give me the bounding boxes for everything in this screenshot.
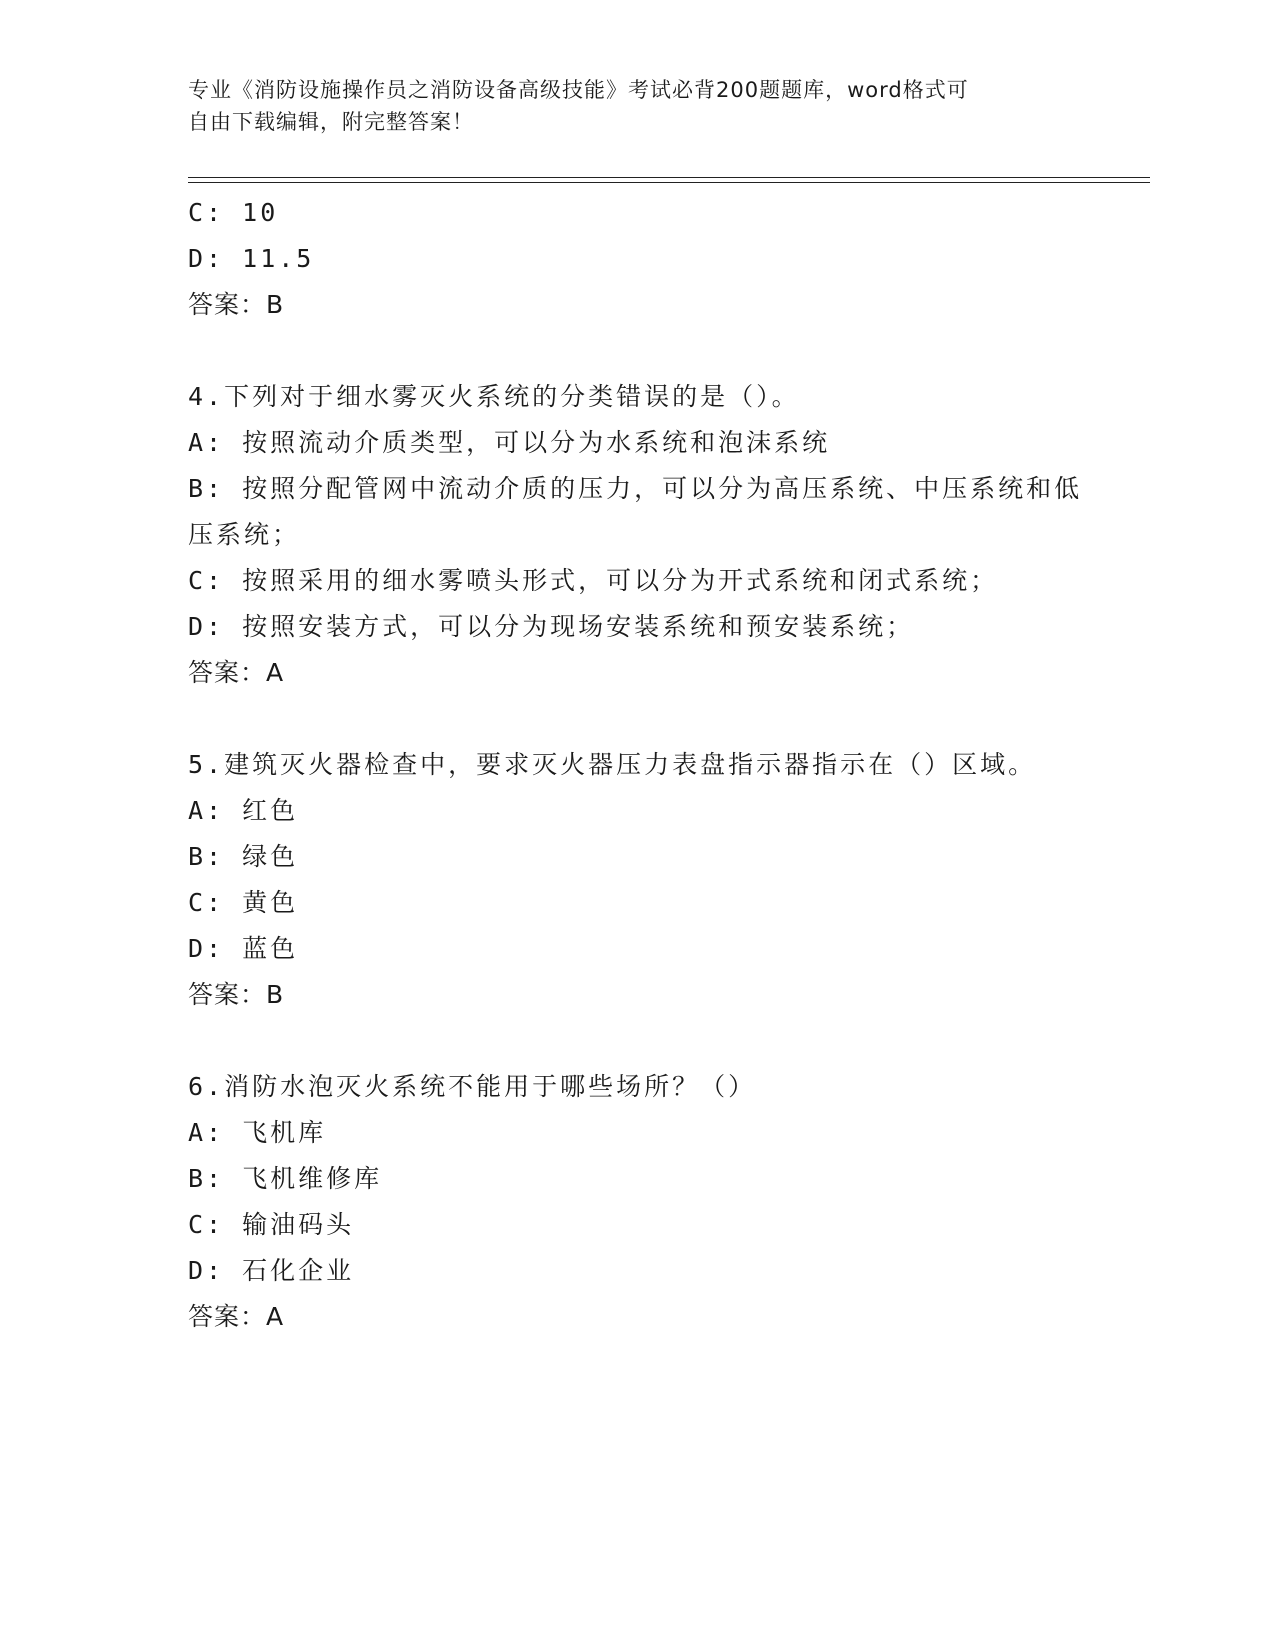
question-text: 6.消防水泡灭火系统不能用于哪些场所？（） [188, 1072, 757, 1101]
question-5 [188, 742, 1148, 1018]
spacer [188, 328, 1148, 374]
header-line-2: 自由下载编辑，附完整答案！ [188, 110, 474, 134]
answer: 答案：A [188, 1302, 285, 1331]
spacer [188, 1018, 1148, 1064]
option-b: B: 飞机维修库 [188, 1164, 383, 1193]
header-divider-top [188, 177, 1150, 178]
option-a: A: 飞机库 [188, 1118, 327, 1147]
option-d: D: 11.5 [188, 244, 315, 273]
option-b: B: 绿色 [188, 842, 299, 871]
option-d: D: 按照安装方式，可以分为现场安装系统和预安装系统； [188, 612, 915, 641]
option-a: A: 按照流动介质类型，可以分为水系统和泡沫系统 [188, 428, 831, 457]
question-list [188, 190, 1148, 1340]
answer: 答案：B [188, 980, 285, 1009]
header-divider-bottom [188, 182, 1150, 183]
spacer [188, 696, 1148, 742]
document-header [188, 74, 1088, 138]
question-text: 4.下列对于细水雾灭火系统的分类错误的是（）。 [188, 382, 800, 411]
question-4 [188, 374, 1148, 696]
option-b: B: 按照分配管网中流动介质的压力，可以分为高压系统、中压系统和低压系统； [188, 474, 1083, 549]
option-a: A: 红色 [188, 796, 299, 825]
option-c: C: 按照采用的细水雾喷头形式，可以分为开式系统和闭式系统； [188, 566, 999, 595]
header-line-1: 专业《消防设施操作员之消防设备高级技能》考试必背200题题库，word格式可 [188, 78, 969, 102]
option-c: C: 黄色 [188, 888, 299, 917]
option-d: D: 石化企业 [188, 1256, 355, 1285]
question-3-tail [188, 190, 1148, 328]
option-c: C: 输油码头 [188, 1210, 355, 1239]
option-d: D: 蓝色 [188, 934, 299, 963]
answer: 答案：B [188, 290, 285, 319]
question-text: 5.建筑灭火器检查中，要求灭火器压力表盘指示器指示在（）区域。 [188, 750, 1037, 779]
option-c: C: 10 [188, 198, 279, 227]
answer: 答案：A [188, 658, 285, 687]
question-6 [188, 1064, 1148, 1340]
